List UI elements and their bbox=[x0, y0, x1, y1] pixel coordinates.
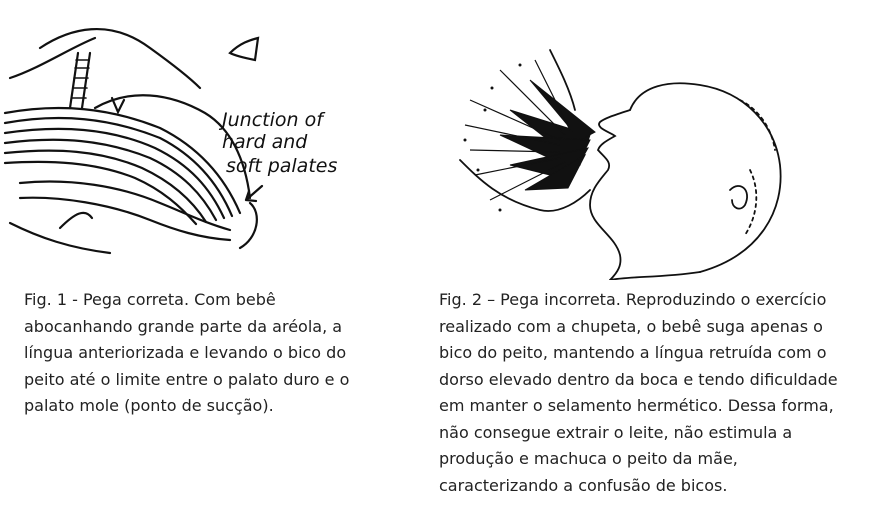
figure-1-label-line-1: Junction of bbox=[222, 109, 323, 131]
figure-1-label-line-2: hard and bbox=[222, 131, 308, 153]
figure-1-caption: Fig. 1 - Pega correta. Com bebê abocanhando grande parte da aréola, a língua anteriorizada e levando o bico do peito até o limite entre o palato duro e o palato mole (ponto de sucção). bbox=[24, 290, 350, 415]
figure-1-illustration bbox=[0, 8, 356, 266]
figure-2-caption: Fig. 2 – Pega incorreta. Reproduzindo o exercício realizado com a chupeta, o bebê suga apenas o bico do peito, mantendo a língua retruída com o dorso elevado dentro da boca e tendo dificuldade em manter o selamento hermético. Dessa forma, não consegue extrair o leite, não estimula a produção e machuca o peito da mãe, caracterizando a confusão de bicos. bbox=[439, 290, 838, 495]
figure-2-illustration bbox=[440, 40, 800, 280]
figure-1-label-line-3: soft palates bbox=[226, 155, 338, 177]
